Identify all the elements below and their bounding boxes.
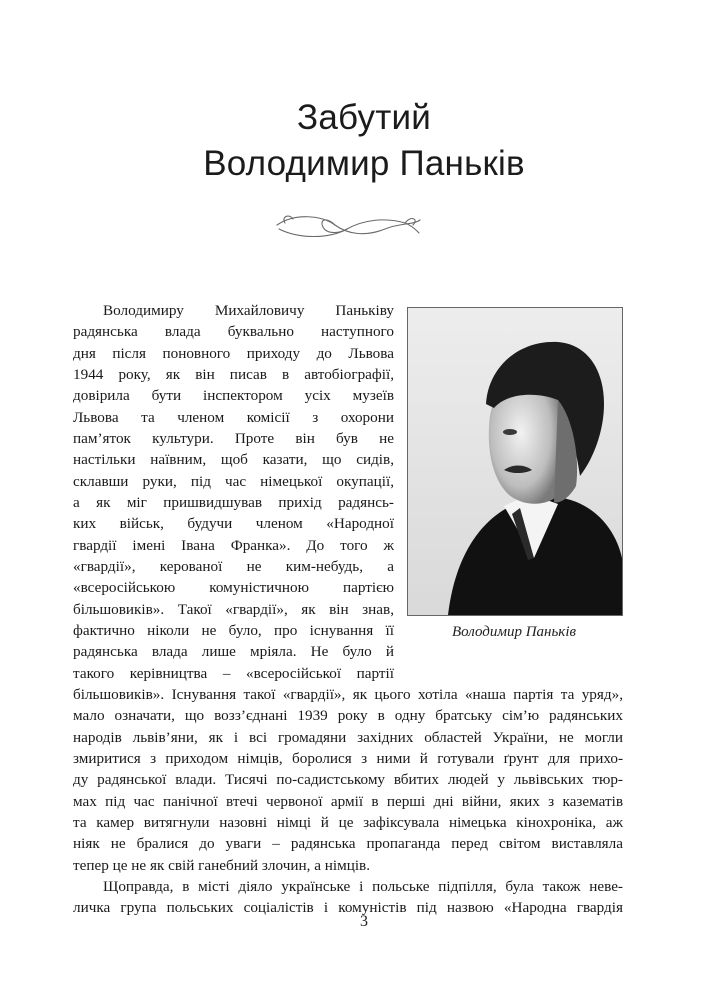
body-line: «всеросійською комуністичною партією bbox=[73, 579, 394, 596]
body-line: Щоправда, в місті діяло українське і польське підпілля, була також неве- bbox=[103, 878, 623, 895]
body-line: ких військ, будучи членом «Народної bbox=[73, 515, 394, 532]
body-line: а як міг пришвидшував прихід радянсь- bbox=[73, 494, 394, 511]
body-line: Володимиру Михайловичу Паньківу bbox=[103, 302, 394, 319]
body-line: тепер це не як свій ганебний злочин, а німців. bbox=[73, 857, 371, 874]
body-line: змиритися з приходом німців, боролися з ними й готували ґрунт для прихо- bbox=[73, 750, 623, 767]
ornament-flourish bbox=[273, 205, 423, 247]
portrait-photo bbox=[407, 307, 623, 616]
body-line: фактично ніколи не було, про існування її bbox=[73, 622, 394, 639]
body-line: народів львів’яни, як і всі громадяни західних областей України, не могли bbox=[73, 729, 623, 746]
body-line: радянська влада буквально наступного bbox=[73, 323, 394, 340]
body-line: радянська влада лише мріяла. Не було й bbox=[73, 643, 394, 660]
body-line: більшовиків». Такої «гвардії», як він знав, bbox=[73, 601, 394, 618]
body-line: дня після поновного приходу до Львова bbox=[73, 345, 394, 362]
photo-caption: Володимир Паньків bbox=[451, 624, 577, 640]
body-line: довірила бути інспектором усіх музеїв bbox=[73, 387, 394, 404]
body-line: ніяк не бралися до уваги – радянська пропаганда перед світом виставляла bbox=[73, 835, 623, 852]
body-line: Львова та членом комісії з охорони bbox=[73, 409, 394, 426]
body-line: більшовиків». Існування такої «гвардії», як цього хотіла «наша партія та уряд», bbox=[73, 686, 623, 703]
body-line: такого керівництва – «всеросійської партії bbox=[73, 665, 394, 682]
body-line: мах під час панічної втечі червоної армії в перші дні війни, яких з казематів bbox=[73, 793, 623, 810]
title-line-2: Володимир Паньків bbox=[203, 144, 525, 183]
body-line: личка група польських соціалістів і комуністів під назвою «Народна гвардія bbox=[73, 899, 623, 916]
body-line: «гвардії», керованої не ким-небудь, а bbox=[73, 558, 394, 575]
body-line: настільки наївним, щоб казати, що сидів, bbox=[73, 451, 394, 468]
body-line: мало означати, що возз’єднані 1939 року в одну братську сім’ю радянських bbox=[73, 707, 623, 724]
page-number: 3 bbox=[360, 913, 368, 930]
title-line-1: Забутий bbox=[297, 98, 431, 137]
body-line: склавши руки, під час німецької окупації, bbox=[73, 473, 394, 490]
body-line: ду радянської влади. Тисячі по-садистському вбитих людей у львівських тюр- bbox=[73, 771, 623, 788]
body-line: та камер витягнули назовні німці й це зафіксувала німецька кінохроніка, аж bbox=[73, 814, 623, 831]
body-line: пам’яток культури. Проте він був не bbox=[73, 430, 394, 447]
body-line: гвардії імені Івана Франка». До того ж bbox=[73, 537, 394, 554]
body-line: 1944 року, як він писав в автобіографії, bbox=[73, 366, 394, 383]
